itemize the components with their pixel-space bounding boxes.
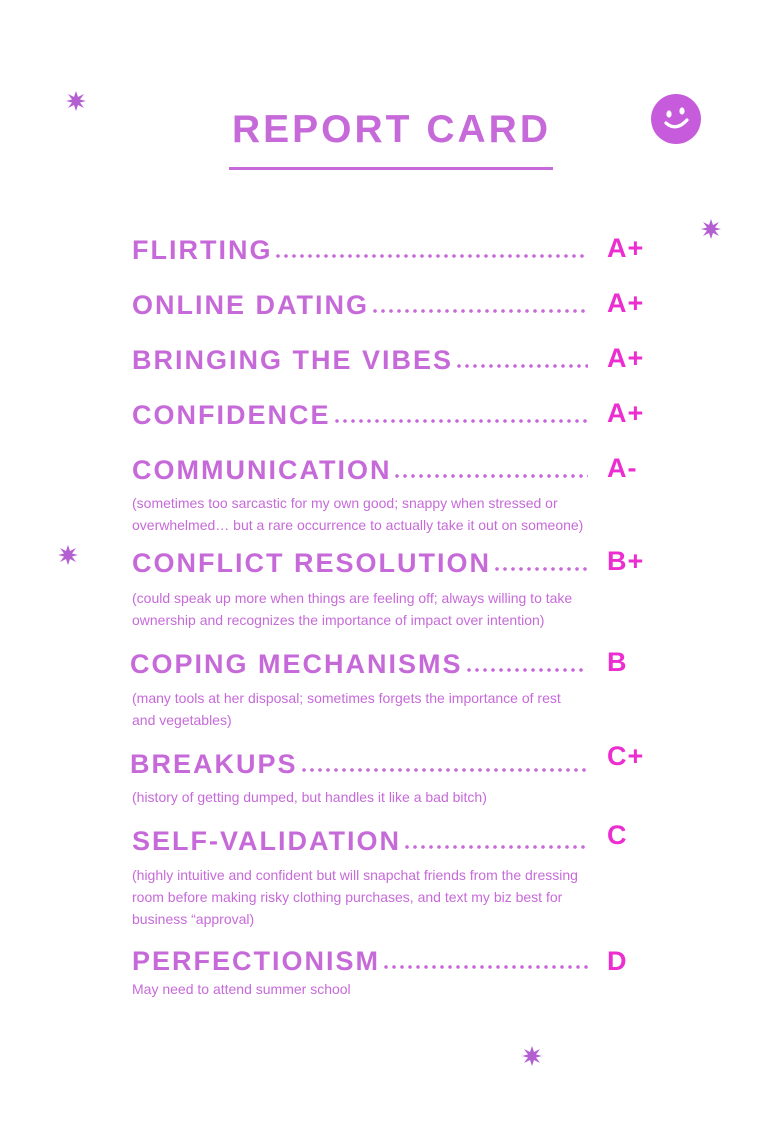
star-icon — [522, 1046, 542, 1066]
title-underline — [229, 167, 553, 170]
category — [132, 453, 588, 487]
category-label: COPING MECHANISMS — [130, 649, 463, 679]
category — [132, 944, 588, 978]
grade-note: (sometimes too sarcastic for my own good; snappy when stressed or overwhelmed… but a rare occurrence to actually take it out on someone) — [132, 495, 584, 533]
dotted-leader — [333, 419, 588, 423]
category — [132, 546, 588, 580]
dotted-leader — [300, 768, 586, 772]
category — [132, 288, 588, 322]
dotted-leader — [371, 309, 588, 313]
page-title: REPORT CARD — [231, 108, 551, 151]
grade: A+ — [607, 343, 645, 373]
category — [132, 824, 588, 858]
category-label: SELF-VALIDATION — [132, 826, 401, 856]
grade: A+ — [607, 288, 645, 318]
category-label: CONFIDENCE — [132, 400, 331, 430]
grade: C+ — [607, 741, 645, 771]
category-label: ONLINE DATING — [132, 290, 369, 320]
category-label: BRINGING THE VIBES — [132, 345, 454, 375]
grade: C — [607, 820, 628, 850]
category — [132, 233, 588, 267]
grade: A- — [607, 453, 638, 483]
grade: D — [607, 946, 628, 976]
category-label: COMMUNICATION — [132, 455, 392, 485]
category-label: FLIRTING — [132, 235, 273, 265]
dotted-leader — [403, 845, 588, 849]
category-label: BREAKUPS — [130, 749, 298, 779]
dotted-leader — [382, 965, 588, 969]
dotted-leader — [455, 364, 588, 368]
dotted-leader — [493, 567, 588, 571]
category — [130, 647, 586, 681]
grade-note: (highly intuitive and confident but will snapchat friends from the dressing room before making risky clothing purchases, and text my biz best for business “approval) — [132, 867, 578, 927]
star-icon — [701, 219, 721, 239]
grade: A+ — [607, 233, 645, 263]
dotted-leader — [465, 668, 586, 672]
grade-note: (could speak up more when things are feeling off; always willing to take ownership and recognizes the importance of impact over intention) — [132, 590, 573, 628]
grade-note: May need to attend summer school — [132, 981, 351, 997]
grade-note: (many tools at her disposal; sometimes forgets the importance of rest and vegetables) — [132, 690, 561, 728]
grade: A+ — [607, 398, 645, 428]
category — [132, 343, 588, 377]
category — [132, 398, 588, 432]
category-label: CONFLICT RESOLUTION — [132, 548, 491, 578]
dotted-leader — [393, 474, 588, 478]
grade-note: (history of getting dumped, but handles it like a bad bitch) — [132, 789, 487, 805]
grade: B — [607, 647, 628, 677]
category — [130, 747, 586, 781]
grade: B+ — [607, 546, 645, 576]
category-label: PERFECTIONISM — [132, 946, 381, 976]
dotted-leader — [274, 254, 588, 258]
star-icon — [58, 545, 78, 565]
